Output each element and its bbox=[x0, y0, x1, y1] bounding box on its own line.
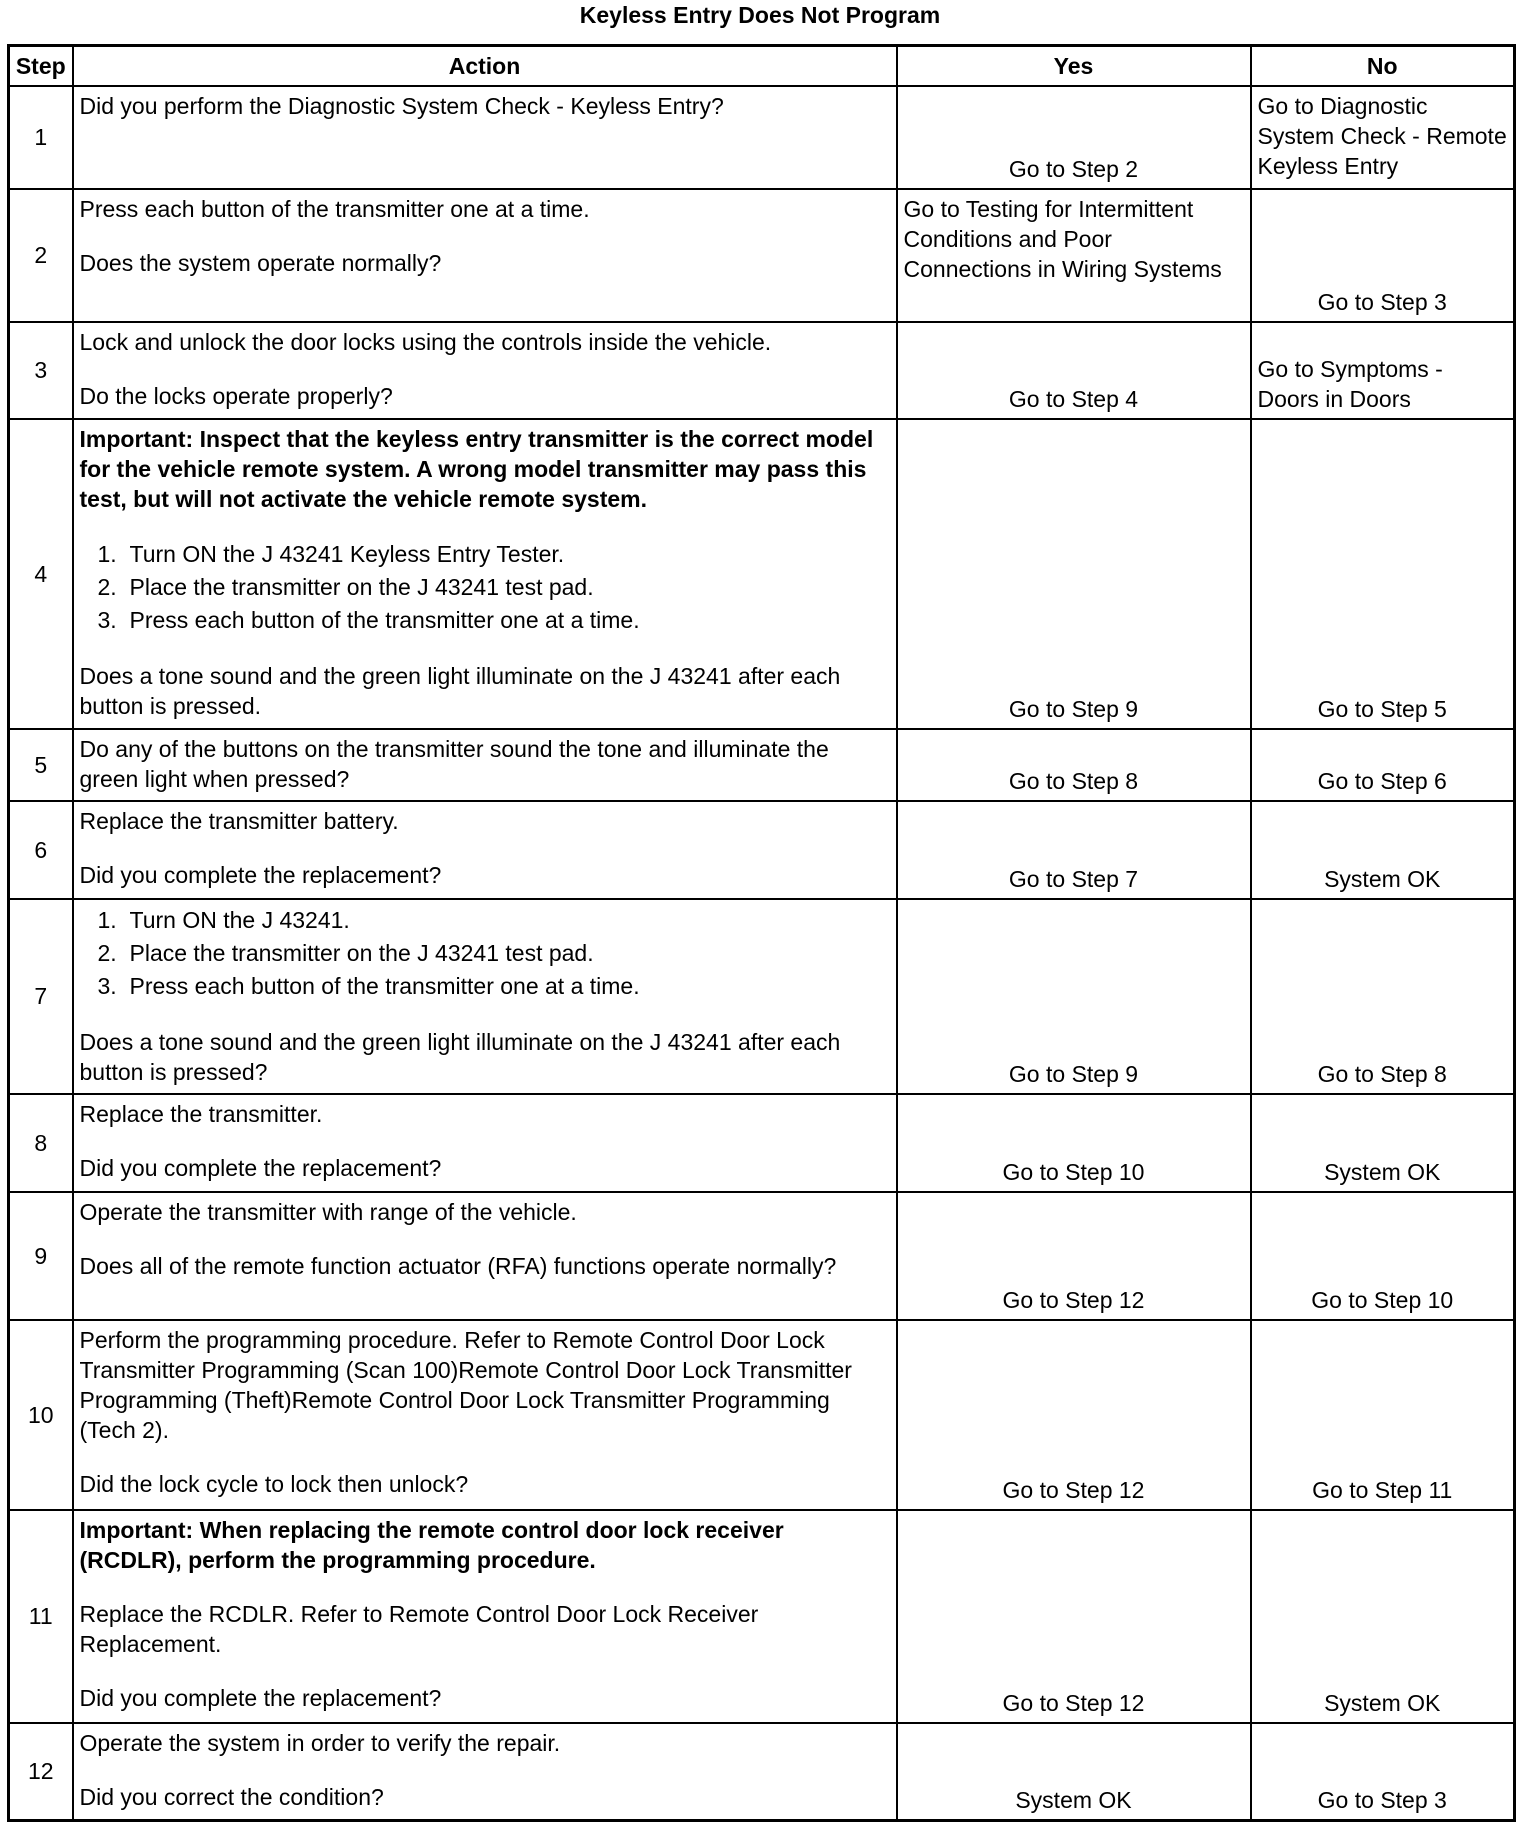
yes-cell: Go to Step 2 bbox=[897, 86, 1251, 189]
yes-cell: Go to Testing for Intermittent Conditions and Poor Connections in Wiring Systems bbox=[897, 189, 1251, 322]
no-cell: Go to Diagnostic System Check - Remote Keyless Entry bbox=[1251, 86, 1515, 189]
action-cell bbox=[73, 189, 897, 322]
yes-cell: System OK bbox=[897, 1723, 1251, 1821]
yes-cell: Go to Step 9 bbox=[897, 899, 1251, 1094]
step-number: 1 bbox=[9, 86, 73, 189]
list-item: 3. Press each button of the transmitter one at a time. bbox=[97, 606, 640, 633]
table-row bbox=[9, 1320, 1515, 1510]
action-question: Does the system operate normally? bbox=[79, 249, 442, 276]
action-cell bbox=[73, 419, 897, 729]
document-title: Keyless Entry Does Not Program bbox=[579, 2, 941, 28]
action-cell bbox=[73, 1723, 897, 1821]
table-row bbox=[9, 1192, 1515, 1320]
action-question: Did you complete the replacement? bbox=[79, 1154, 442, 1181]
table-row bbox=[9, 86, 1515, 189]
step-number: 9 bbox=[9, 1192, 73, 1320]
important-note: Important: When replacing the remote control door lock receiver (RCDLR), perform the programming procedure. bbox=[79, 1516, 784, 1573]
action-cell bbox=[73, 729, 897, 801]
step-number: 4 bbox=[9, 419, 73, 729]
header-row bbox=[9, 46, 1515, 86]
action-question: Does a tone sound and the green light illuminate on the J 43241 after each button is pressed? bbox=[79, 1028, 841, 1085]
action-instruction: Operate the system in order to verify the repair. bbox=[79, 1729, 561, 1756]
action-question: Did you perform the Diagnostic System Check - Keyless Entry? bbox=[79, 92, 724, 119]
step-number: 7 bbox=[9, 899, 73, 1094]
action-question: Did you correct the condition? bbox=[79, 1783, 384, 1810]
table-row bbox=[9, 189, 1515, 322]
table-row bbox=[9, 1094, 1515, 1192]
table-row bbox=[9, 419, 1515, 729]
action-cell bbox=[73, 1192, 897, 1320]
yes-cell: Go to Step 12 bbox=[897, 1510, 1251, 1723]
no-cell: Go to Step 11 bbox=[1251, 1320, 1515, 1510]
table-row bbox=[9, 899, 1515, 1094]
yes-cell: Go to Step 10 bbox=[897, 1094, 1251, 1192]
table-row bbox=[9, 1723, 1515, 1821]
action-instruction: Press each button of the transmitter one at a time. bbox=[79, 195, 590, 222]
no-cell: System OK bbox=[1251, 1094, 1515, 1192]
no-cell: System OK bbox=[1251, 1510, 1515, 1723]
no-cell: Go to Step 8 bbox=[1251, 899, 1515, 1094]
action-cell bbox=[73, 801, 897, 899]
action-cell bbox=[73, 86, 897, 189]
step-number: 2 bbox=[9, 189, 73, 322]
action-instruction: Perform the programming procedure. Refer to Remote Control Door Lock Transmitter Programming (Scan 100)Remote Control Door Lock Transmitter Programming (Theft)Remote Control Door Lock Transmitter Programming (Tech 2). bbox=[79, 1326, 852, 1443]
action-question: Did the lock cycle to lock then unlock? bbox=[79, 1470, 469, 1497]
step-number: 8 bbox=[9, 1094, 73, 1192]
action-cell bbox=[73, 1510, 897, 1723]
diagnostic-table bbox=[7, 44, 1516, 1822]
header-action: Action bbox=[73, 46, 897, 86]
yes-cell: Go to Step 12 bbox=[897, 1320, 1251, 1510]
list-item: 2. Place the transmitter on the J 43241 test pad. bbox=[97, 939, 594, 966]
step-number: 6 bbox=[9, 801, 73, 899]
no-cell: Go to Step 6 bbox=[1251, 729, 1515, 801]
action-cell bbox=[73, 322, 897, 419]
yes-cell: Go to Step 12 bbox=[897, 1192, 1251, 1320]
action-cell bbox=[73, 899, 897, 1094]
action-question: Did you complete the replacement? bbox=[79, 1684, 442, 1711]
no-cell: Go to Symptoms - Doors in Doors bbox=[1251, 322, 1515, 419]
no-cell: Go to Step 3 bbox=[1251, 1723, 1515, 1821]
action-instruction: Replace the transmitter battery. bbox=[79, 807, 399, 834]
no-cell: Go to Step 3 bbox=[1251, 189, 1515, 322]
action-question: Did you complete the replacement? bbox=[79, 861, 442, 888]
action-instruction: Operate the transmitter with range of the vehicle. bbox=[79, 1198, 577, 1225]
step-number: 10 bbox=[9, 1320, 73, 1510]
action-instruction: Replace the transmitter. bbox=[79, 1100, 323, 1127]
action-cell bbox=[73, 1094, 897, 1192]
action-question: Do any of the buttons on the transmitter sound the tone and illuminate the green light when pressed? bbox=[79, 735, 829, 792]
list-item: 1. Turn ON the J 43241 Keyless Entry Tester. bbox=[97, 540, 565, 567]
no-cell: System OK bbox=[1251, 801, 1515, 899]
procedure-list bbox=[80, 904, 890, 1003]
no-cell: Go to Step 10 bbox=[1251, 1192, 1515, 1320]
table-row bbox=[9, 1510, 1515, 1723]
procedure-list bbox=[80, 538, 890, 637]
step-number: 12 bbox=[9, 1723, 73, 1821]
yes-cell: Go to Step 4 bbox=[897, 322, 1251, 419]
step-number: 3 bbox=[9, 322, 73, 419]
list-item: 2. Place the transmitter on the J 43241 test pad. bbox=[97, 573, 594, 600]
action-cell bbox=[73, 1320, 897, 1510]
list-item: 3. Press each button of the transmitter one at a time. bbox=[97, 972, 640, 999]
list-item: 1. Turn ON the J 43241. bbox=[97, 906, 350, 933]
step-number: 5 bbox=[9, 729, 73, 801]
action-instruction: Replace the RCDLR. Refer to Remote Control Door Lock Receiver Replacement. bbox=[79, 1600, 759, 1657]
no-cell: Go to Step 5 bbox=[1251, 419, 1515, 729]
action-question: Does all of the remote function actuator (RFA) functions operate normally? bbox=[79, 1252, 837, 1279]
action-question: Does a tone sound and the green light illuminate on the J 43241 after each button is pressed. bbox=[79, 662, 841, 719]
table-row bbox=[9, 322, 1515, 419]
header-yes: Yes bbox=[897, 46, 1251, 86]
action-instruction: Lock and unlock the door locks using the controls inside the vehicle. bbox=[79, 328, 772, 355]
table-row bbox=[9, 801, 1515, 899]
yes-cell: Go to Step 7 bbox=[897, 801, 1251, 899]
table-row bbox=[9, 729, 1515, 801]
step-number: 11 bbox=[9, 1510, 73, 1723]
yes-cell: Go to Step 9 bbox=[897, 419, 1251, 729]
action-question: Do the locks operate properly? bbox=[79, 382, 393, 409]
header-step: Step bbox=[9, 46, 73, 86]
header-no: No bbox=[1251, 46, 1515, 86]
important-note: Important: Inspect that the keyless entry transmitter is the correct model for the vehicle remote system. A wrong model transmitter may pass this test, but will not activate the vehicle remote system. bbox=[79, 425, 874, 512]
yes-cell: Go to Step 8 bbox=[897, 729, 1251, 801]
